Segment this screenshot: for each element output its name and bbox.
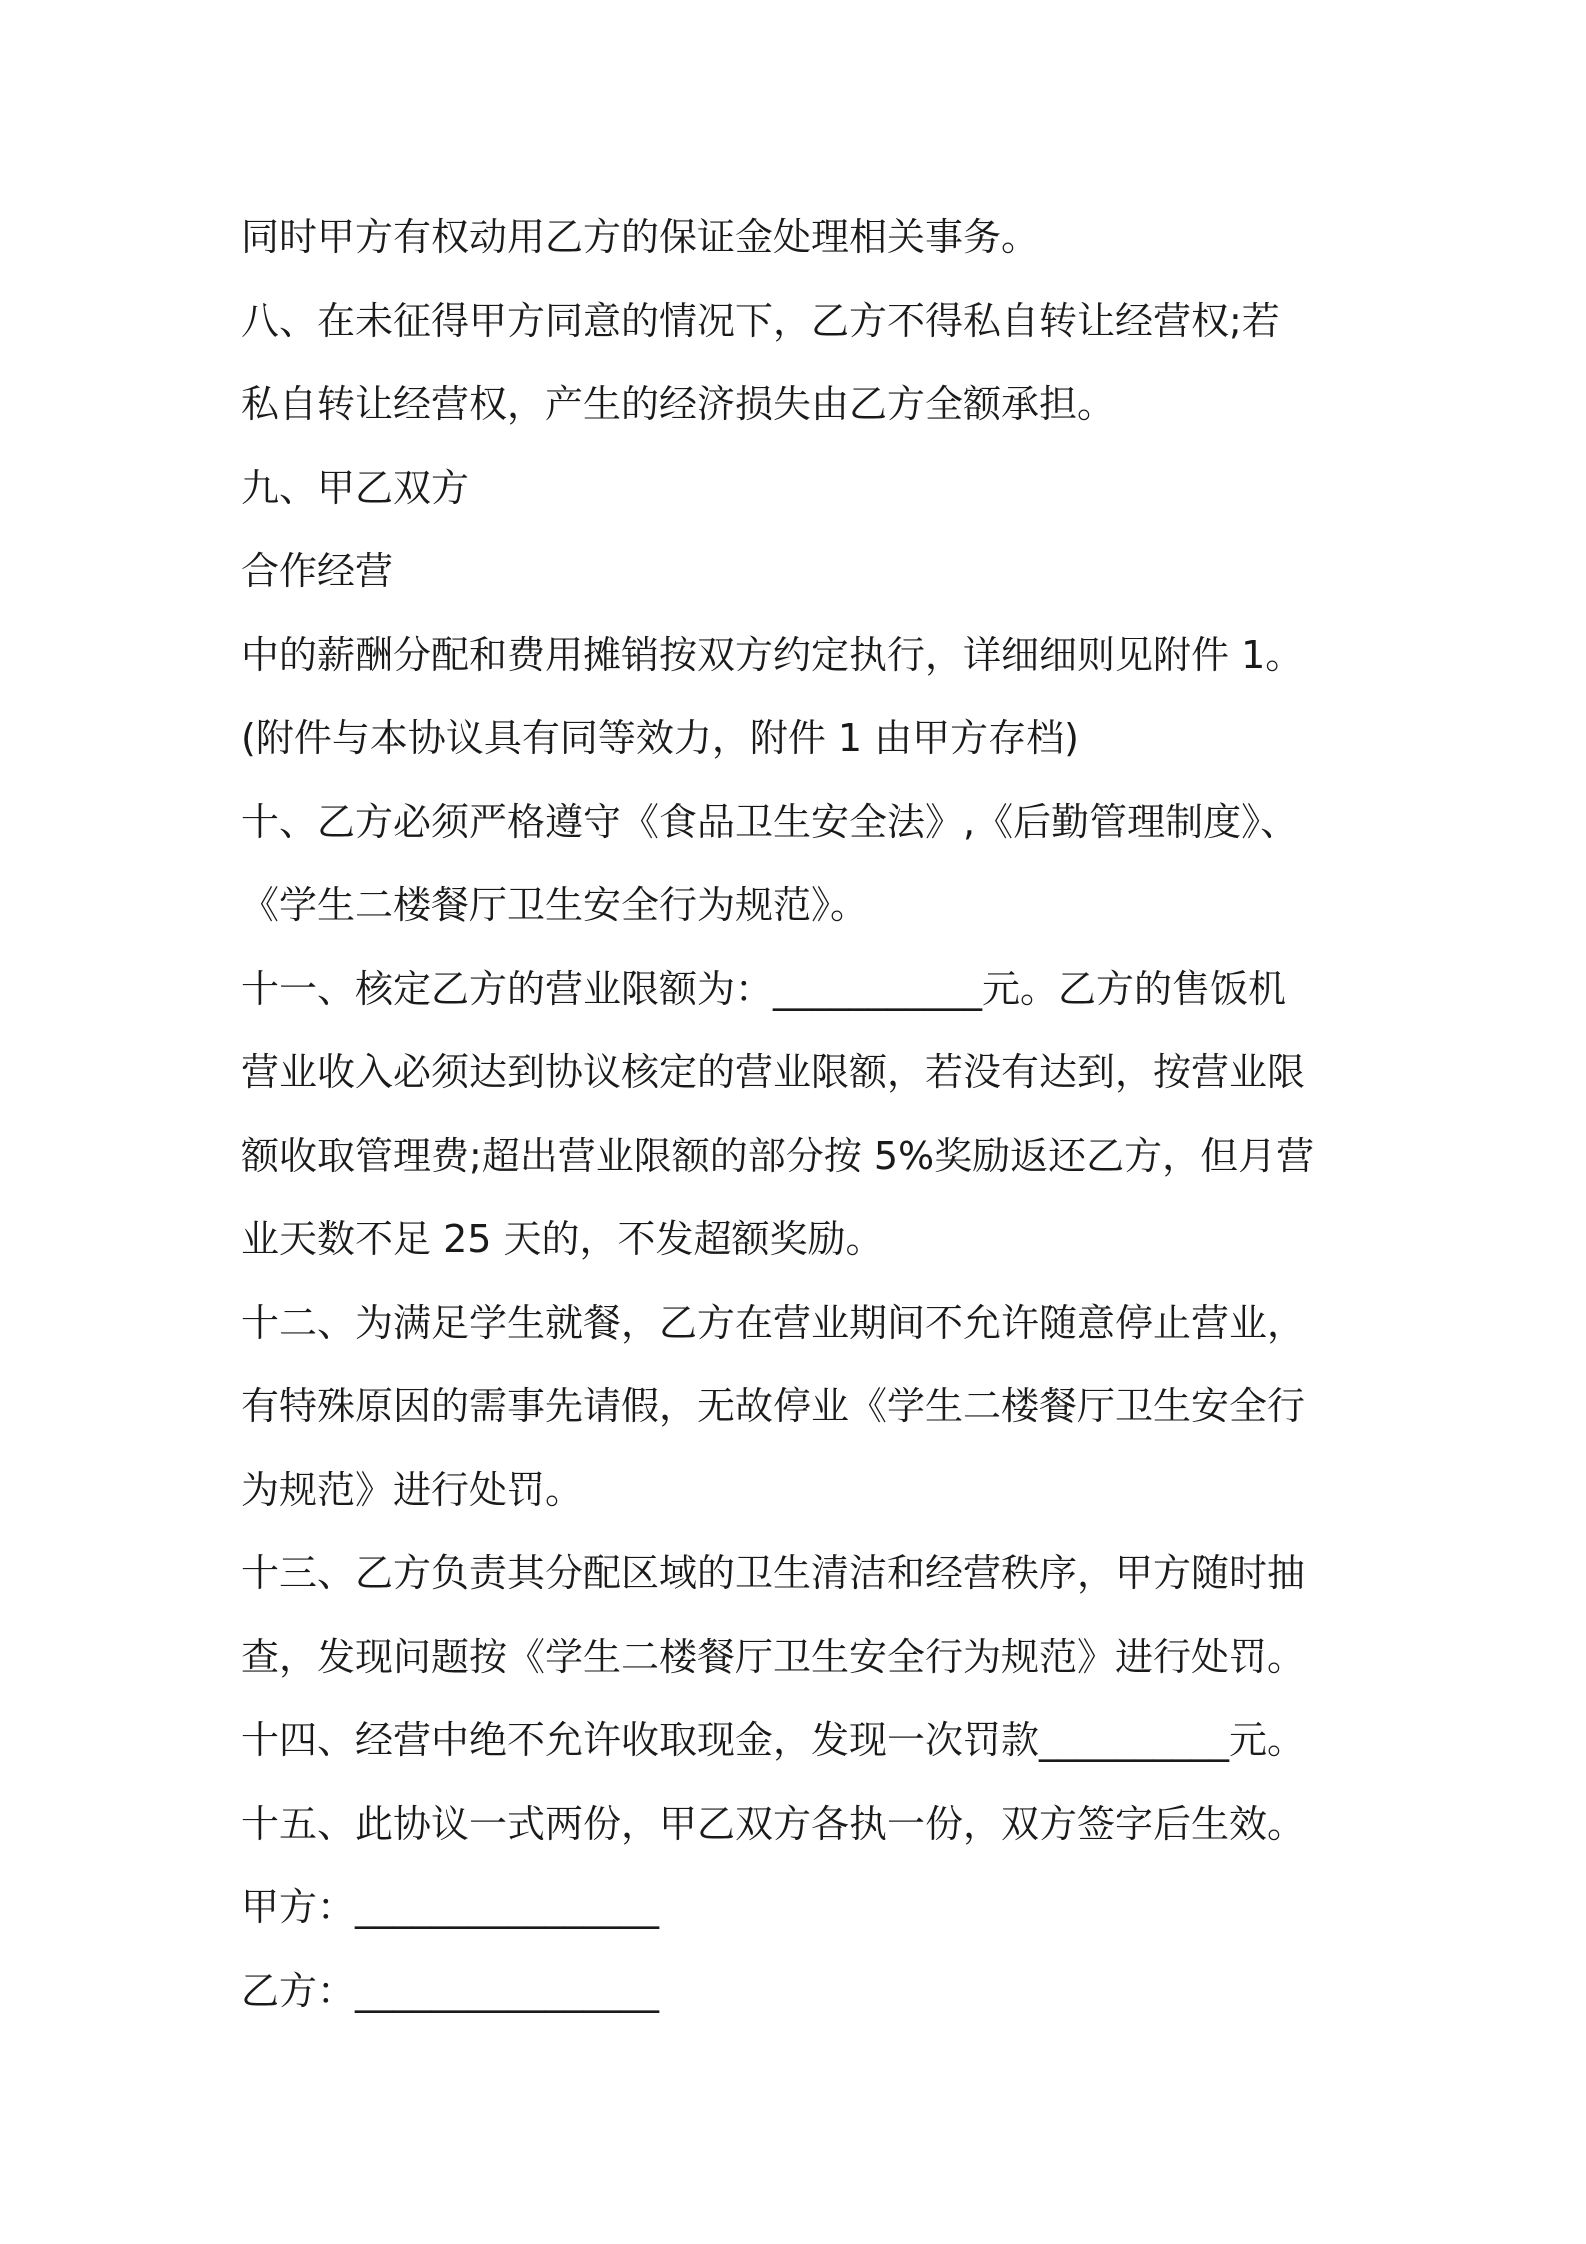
clause-8-line-1: 八、在未征得甲方同意的情况下，乙方不得私自转让经营权;若	[241, 298, 1280, 343]
clause-12-line-1: 十二、为满足学生就餐，乙方在营业期间不允许随意停止营业，	[241, 1300, 1306, 1345]
text-line: 同时甲方有权动用乙方的保证金处理相关事务。	[241, 215, 1040, 259]
clause-9-line-2: 中的薪酬分配和费用摊销按双方约定执行，详细细则见附件 1。	[241, 632, 1304, 677]
clause-11-line-1: 十一、核定乙方的营业限额为：___________元。乙方的售饭机	[241, 966, 1287, 1011]
clause-10-line-1: 十、乙方必须严格遵守《食品卫生安全法》,《后勤管理制度》、	[241, 799, 1299, 844]
clause-13-line-2: 查，发现问题按《学生二楼餐厅卫生安全行为规范》进行处罚。	[241, 1634, 1306, 1679]
clause-9-heading: 九、甲乙双方	[241, 465, 470, 510]
contract-body	[241, 196, 1381, 2033]
clause-11-line-3: 额收取管理费;超出营业限额的部分按 5%奖励返还乙方，但月营	[241, 1133, 1315, 1178]
clause-11-line-4: 业天数不足 25 天的，不发超额奖励。	[241, 1217, 884, 1261]
clause-9-note: (附件与本协议具有同等效力，附件 1 由甲方存档)	[241, 716, 1079, 760]
party-a-signature-line: 甲方：________________	[241, 1885, 660, 1929]
clause-13-line-1: 十三、乙方负责其分配区域的卫生清洁和经营秩序，甲方随时抽	[241, 1551, 1306, 1595]
clause-15-line: 十五、此协议一式两份，甲乙双方各执一份，双方签字后生效。	[241, 1801, 1306, 1846]
clause-12-line-3: 为规范》进行处罚。	[241, 1467, 584, 1512]
clause-11-line-2: 营业收入必须达到协议核定的营业限额，若没有达到，按营业限	[241, 1050, 1306, 1094]
clause-14-line: 十四、经营中绝不允许收取现金，发现一次罚款__________元。	[241, 1718, 1306, 1762]
party-b-signature-line: 乙方：________________	[241, 1968, 660, 2013]
clause-10-line-2: 《学生二楼餐厅卫生安全行为规范》。	[241, 883, 869, 927]
clause-8-line-2: 私自转让经营权，产生的经济损失由乙方全额承担。	[241, 382, 1116, 426]
clause-12-line-2: 有特殊原因的需事先请假，无故停业《学生二楼餐厅卫生安全行	[241, 1384, 1306, 1428]
clause-9-line-1: 合作经营	[241, 549, 394, 593]
